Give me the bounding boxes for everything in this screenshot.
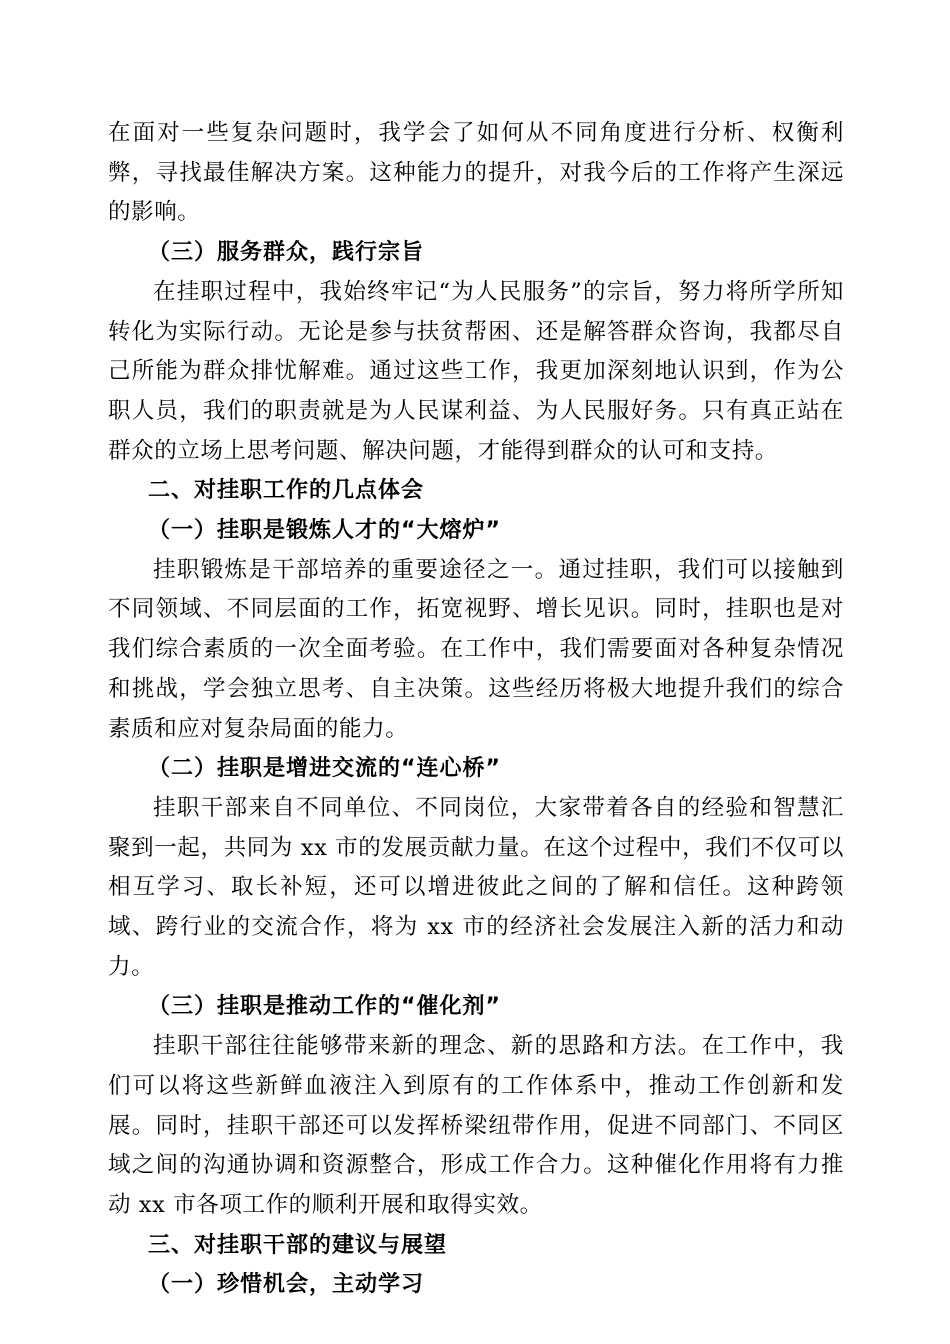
paragraph: 挂职干部往往能够带来新的理念、新的思路和方法。在工作中，我们可以将这些新鲜血液注入到原有的工作体系中，推动工作创新和发展。同时，挂职干部还可以发挥桥梁纽带作用，促进不同部门、不同区域之间的沟通协调和资源整合，形成工作合力。这种催化作用将有力推动 xx 市各项工作的顺利开展和取得实效。: [108, 1033, 844, 1218]
document-body: [108, 114, 844, 1305]
paragraph: 挂职干部来自不同单位、不同岗位，大家带着各自的经验和智慧汇聚到一起，共同为 xx 市的发展贡献力量。在这个过程中，我们不仅可以相互学习、取长补短，还可以增进彼此之间的了解和信任。这种跨领域、跨行业的交流合作，将为 xx 市的经济社会发展注入新的活力和动力。: [108, 794, 844, 980]
section-heading: （三）挂职是推动工作的“催化剂”: [148, 994, 501, 1020]
section-heading: （三）服务群众，践行宗旨: [148, 240, 425, 266]
section-heading: （二）挂职是增进交流的“连心桥”: [148, 756, 501, 782]
section-heading: （一）挂职是锻炼人才的“大熔炉”: [148, 518, 501, 544]
paragraph-continued: 在面对一些复杂问题时，我学会了如何从不同角度进行分析、权衡利弊，寻找最佳解决方案。这种能力的提升，对我今后的工作将产生深远的影响。: [108, 120, 844, 226]
paragraph: 挂职锻炼是干部培养的重要途径之一。通过挂职，我们可以接触到不同领域、不同层面的工作，拓宽视野、增长见识。同时，挂职也是对我们综合素质的一次全面考验。在工作中，我们需要面对各种复杂情况和挑战，学会独立思考、自主决策。这些经历将极大地提升我们的综合素质和应对复杂局面的能力。: [108, 556, 844, 742]
section-heading: （一）珍惜机会，主动学习: [148, 1272, 425, 1298]
chapter-heading: 三、对挂职干部的建议与展望: [148, 1232, 448, 1258]
chapter-heading: 二、对挂职工作的几点体会: [148, 478, 425, 504]
paragraph: 在挂职过程中，我始终牢记“为人民服务”的宗旨，努力将所学所知转化为实际行动。无论是参与扶贫帮困、还是解答群众咨询，我都尽自己所能为群众排忧解难。通过这些工作，我更加深刻地认识到，作为公职人员，我们的职责就是为人民谋利益、为人民服好务。只有真正站在群众的立场上思考问题、解决问题，才能得到群众的认可和支持。: [108, 278, 844, 464]
